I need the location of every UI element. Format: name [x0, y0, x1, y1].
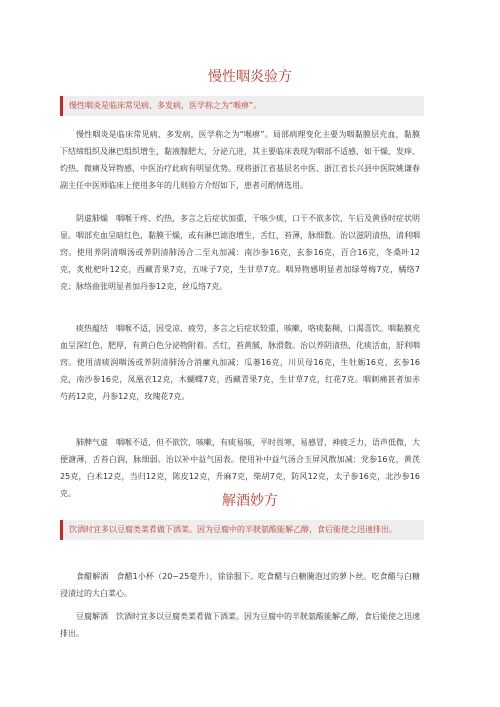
paragraph-phlegm-heat: 痰热蕴结 咽喉不适，因受凉、疲劳，多言之后症状较重，咳嗽，咯痰黏稠，口渴喜饮。咽黏膜充血呈深红色，肥厚，有黄白色分泌物附着。舌红，苔黄腻，脉滑数。治以养阴清热，化痰活血，舒利咽窍。使用清痰润咽汤或养阴清肺汤合消瘰丸加减：瓜蒌16克，川贝母16克，生牡蛎16克，玄参16克，南沙参16克，凤凰衣12克，木蝴蝶7克，西藏青果7克，生甘草7克，红花7克。咽刺痛甚者加赤芍药12克，丹参12克，玫瑰花7克。	[60, 324, 420, 401]
article-summary-banner-2: 饮酒时宜多以豆腐类菜肴做下酒菜。因为豆腐中的半胱氨酸能解乙醇，食后能使之迅速排出。	[60, 520, 424, 540]
article-summary-banner: 慢性咽炎是临床常见病、多发病，医学称之为“喉痹”。	[60, 96, 424, 116]
paragraph-vinegar: 食醋解酒 食醋1小杯（20~25毫升），徐徐服下。吃食醋与白糖腌泡过的萝卜丝。吃食醋与白糖浸渍过的大白菜心。	[60, 572, 420, 598]
paragraph-lung-spleen: 肺脾气虚 咽喉不适，但不欲饮，咳嗽，有痰易咳，平时畏寒，易感冒，神疲乏力，语声低微，大便溏薄，舌苔白润，脉细弱。治以补中益气固表。使用补中益气汤合玉屏风散加减：党参16克，黄芪25克，白术12克，当归12克，陈皮12克，升麻7克，柴胡7克，防风12克，太子参16克，北沙参16克。	[60, 438, 420, 498]
paragraph-tofu: 豆腐解酒 饮酒时宜多以豆腐类菜肴做下酒菜。因为豆腐中的半胱氨酸能解乙醇，食后能使之迅速排出。	[60, 612, 420, 638]
paragraph-yin-deficiency: 阴虚肺燥 咽喉干疼、灼热，多言之后症状加重，干咳少痰，口干不欲多饮，午后及黄昏时症状明显。咽部充血呈暗红色，黏膜干燥，或有淋巴滤泡增生，舌红，苔薄，脉细数。治以滋阴清热，清利咽窍。使用养阴清咽汤或养阴清肺汤合二至丸加减：南沙参16克，玄参16克，百合16克，冬桑叶12克，炙枇杷叶12克，西藏青果7克，五味子7克，生甘草7克。咽异物感明显者加绿萼梅7克，橘络7克；脉络曲张明显者加丹参12克，丝瓜络7克。	[60, 214, 420, 291]
paragraph-intro: 慢性咽炎是临床常见病、多发病，医学称之为“喉痹”。局部病理变化主要为咽黏膜层充血，黏膜下结缔组织及淋巴组织增生，黏液腺肥大，分泌亢进，其主要临床表现为咽部不适感，如干燥、发痒、灼热、微痛及异物感，中医治疗此病有明显优势。现将浙江省基层名中医、浙江省长兴县中医院姚谦春副主任中医师临床上使用多年的几则验方介绍如下，患者可酌情选用。	[60, 130, 420, 190]
article-title-chronic-pharyngitis: 慢性咽炎验方	[208, 69, 292, 85]
article-title-hangover-remedy: 解酒妙方	[222, 493, 278, 509]
